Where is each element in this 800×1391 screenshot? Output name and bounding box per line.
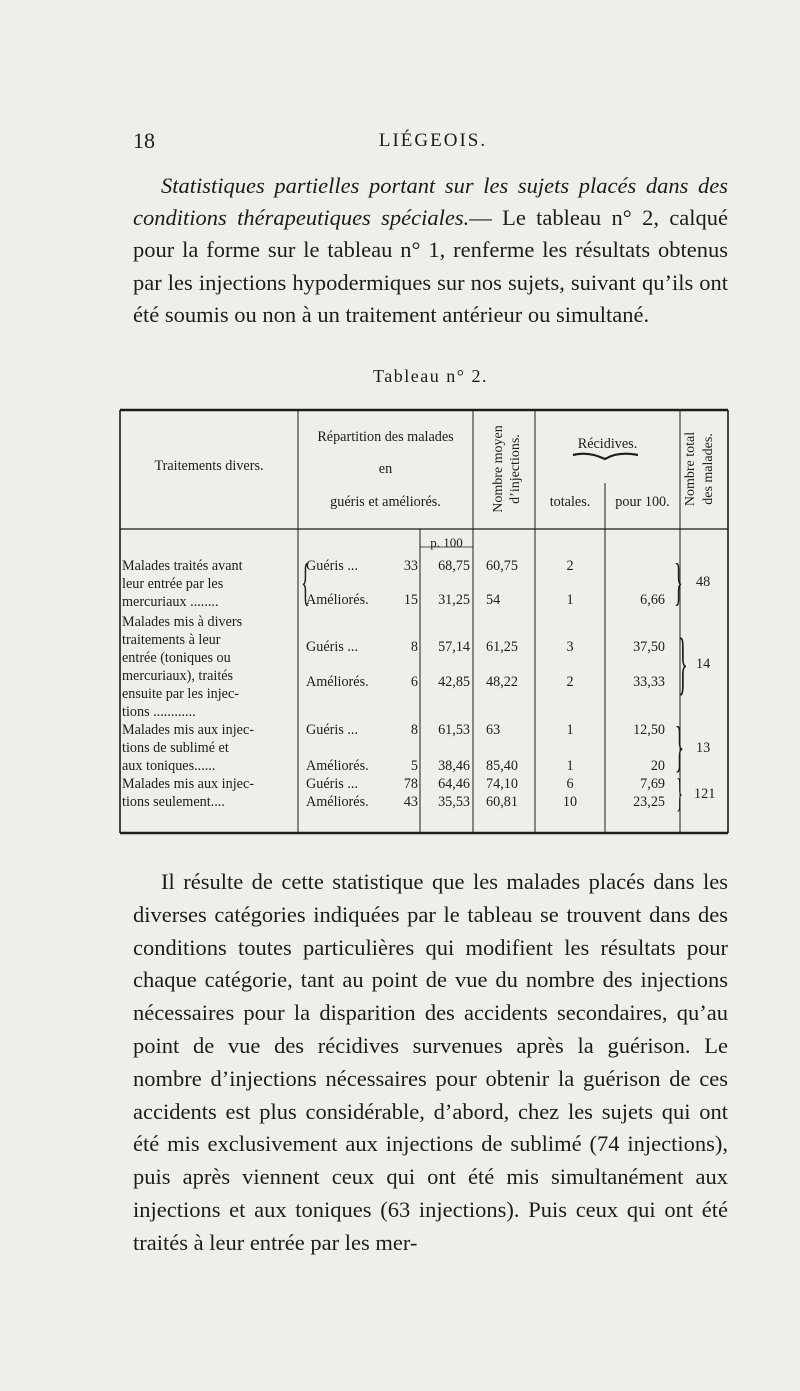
row-mean: 63	[486, 722, 501, 738]
group3-total-brace: }	[674, 716, 685, 778]
row-rec-total: 3	[566, 639, 574, 655]
intro-paragraph	[133, 170, 728, 331]
row-status: Améliorés.	[306, 758, 369, 774]
row-percent: 61,53	[438, 722, 470, 738]
header-repartition-line3: guéris et améliorés.	[330, 494, 441, 510]
group4-label-line1: Malades mis aux injec-	[122, 776, 254, 792]
group4-total: 121	[694, 786, 716, 802]
group3-label-line3: aux toniques......	[122, 758, 216, 774]
header-rec-pour100: pour 100.	[615, 494, 670, 510]
row-status: Guéris ...	[306, 639, 359, 655]
page-number: 18	[133, 128, 155, 153]
group4-total-brace: }	[676, 770, 683, 815]
header-rec-totales: totales.	[549, 494, 591, 510]
row-rec-pct: 6,66	[640, 592, 665, 608]
group2-total: 14	[696, 656, 711, 672]
group2-label-line5: ensuite par les injec-	[122, 686, 239, 702]
row-rec-total: 10	[562, 794, 578, 810]
group3-label-line1: Malades mis aux injec-	[122, 722, 254, 738]
row-status: Guéris ...	[306, 776, 359, 792]
row-mean: 61,25	[486, 639, 518, 655]
intro-italic-lead: Statistiques partielles portant sur les sujets placés dans des conditions thérapeutiques spéciales.	[133, 173, 728, 231]
header-recidives: Récidives.	[577, 436, 638, 452]
header-total-line1: Nombre total	[683, 431, 698, 507]
running-title: LIÉGEOIS.	[378, 130, 488, 151]
row-count: 15	[403, 592, 418, 608]
row-rec-total: 1	[566, 758, 574, 774]
group1-brace: {	[301, 554, 310, 611]
row-status: Améliorés.	[306, 794, 369, 810]
group1-total-brace: }	[674, 554, 683, 611]
conclusion-paragraph	[133, 866, 728, 1260]
row-mean: 54	[486, 592, 501, 608]
header-mean-line1: Nombre moyen	[491, 425, 506, 513]
row-mean: 48,22	[486, 674, 518, 690]
row-count: 6	[410, 674, 418, 690]
row-count: 43	[403, 794, 418, 810]
row-rec-total: 6	[566, 776, 574, 792]
header-p100: p. 100	[430, 535, 463, 550]
group4-label-line2: tions seulement....	[122, 794, 225, 810]
row-count: 8	[410, 722, 418, 738]
conclusion-text: Il résulte de cette statistique que les malades placés dans les diverses catégories indiquées par le tableau se trouvent dans des conditions toutes particulières qui modifient les résultats pour chaque catégorie, tant au point de vue du nombre des injections nécessaires pour la disparition des accidents secondaires, qu’au point de vue des récidives survenues après la guérison. Le nombre d’injections nécessaires pour obtenir la guérison de ces accidents est plus considérable, d’abord, chez les sujets qui ont été mis exclusivement aux injections de sublimé (74 injections), puis après viennent ceux qui ont été mis simultanément aux injections et aux toniques (63 injections). Puis ceux qui ont été traités à leur entrée par les mer-	[133, 869, 728, 1255]
table-title: Tableau n° 2.	[373, 366, 488, 386]
row-count: 78	[403, 776, 418, 792]
row-percent: 68,75	[438, 558, 470, 574]
running-head	[133, 128, 733, 158]
row-status: Améliorés.	[306, 592, 369, 608]
header-mean-line2: d’injections.	[508, 434, 523, 504]
statistics-table	[118, 407, 730, 837]
row-percent: 35,53	[438, 794, 470, 810]
row-status: Améliorés.	[306, 674, 369, 690]
row-status: Guéris ...	[306, 722, 359, 738]
group1-label-line3: mercuriaux ........	[122, 594, 219, 610]
group1-label-line2: leur entrée par les	[122, 576, 224, 592]
row-status: Guéris ...	[306, 558, 359, 574]
header-repartition-line1: Répartition des malades	[317, 429, 454, 445]
row-rec-total: 1	[566, 722, 574, 738]
row-mean: 74,10	[486, 776, 518, 792]
row-rec-pct: 20	[650, 758, 665, 774]
row-rec-pct: 12,50	[633, 722, 665, 738]
row-count: 5	[410, 758, 418, 774]
row-rec-total: 2	[566, 558, 574, 574]
group3-total: 13	[696, 740, 711, 756]
row-percent: 57,14	[438, 639, 470, 655]
row-count: 8	[410, 639, 418, 655]
group2-label-line3: entrée (toniques ou	[122, 650, 231, 666]
row-rec-total: 2	[566, 674, 574, 690]
row-mean: 60,81	[486, 794, 518, 810]
row-percent: 31,25	[438, 592, 470, 608]
group2-label-line6: tions ............	[122, 704, 196, 720]
row-percent: 42,85	[438, 674, 470, 690]
group3-label-line2: tions de sublimé et	[122, 740, 229, 756]
row-mean: 60,75	[486, 558, 518, 574]
row-rec-pct: 37,50	[633, 639, 665, 655]
row-rec-pct: 33,33	[633, 674, 665, 690]
intro-text: — Le tableau n° 2, calqué pour la forme sur le tableau n° 1, renferme les résultats obtenus par les injections hypodermiques sur nos sujets, suivant qu’ils ont été soumis ou non à un traitement antérieur ou simultané.	[133, 205, 728, 327]
header-total-line2: des malades.	[701, 433, 716, 505]
group2-label-line2: traitements à leur	[122, 632, 221, 648]
group2-label-line4: mercuriaux), traités	[122, 668, 234, 684]
row-mean: 85,40	[486, 758, 518, 774]
row-rec-total: 1	[566, 592, 574, 608]
row-rec-pct: 23,25	[633, 794, 665, 810]
group2-total-brace: }	[677, 625, 688, 702]
row-percent: 38,46	[438, 758, 470, 774]
row-percent: 64,46	[438, 776, 470, 792]
row-rec-pct: 7,69	[640, 776, 665, 792]
group1-label-line1: Malades traités avant	[122, 558, 243, 574]
header-repartition-line2: en	[378, 461, 393, 477]
group1-total: 48	[696, 574, 711, 590]
row-count: 33	[403, 558, 418, 574]
recidives-flourish	[573, 454, 638, 459]
group2-label-line1: Malades mis à divers	[122, 614, 243, 630]
header-treatments: Traitements divers.	[154, 458, 264, 474]
